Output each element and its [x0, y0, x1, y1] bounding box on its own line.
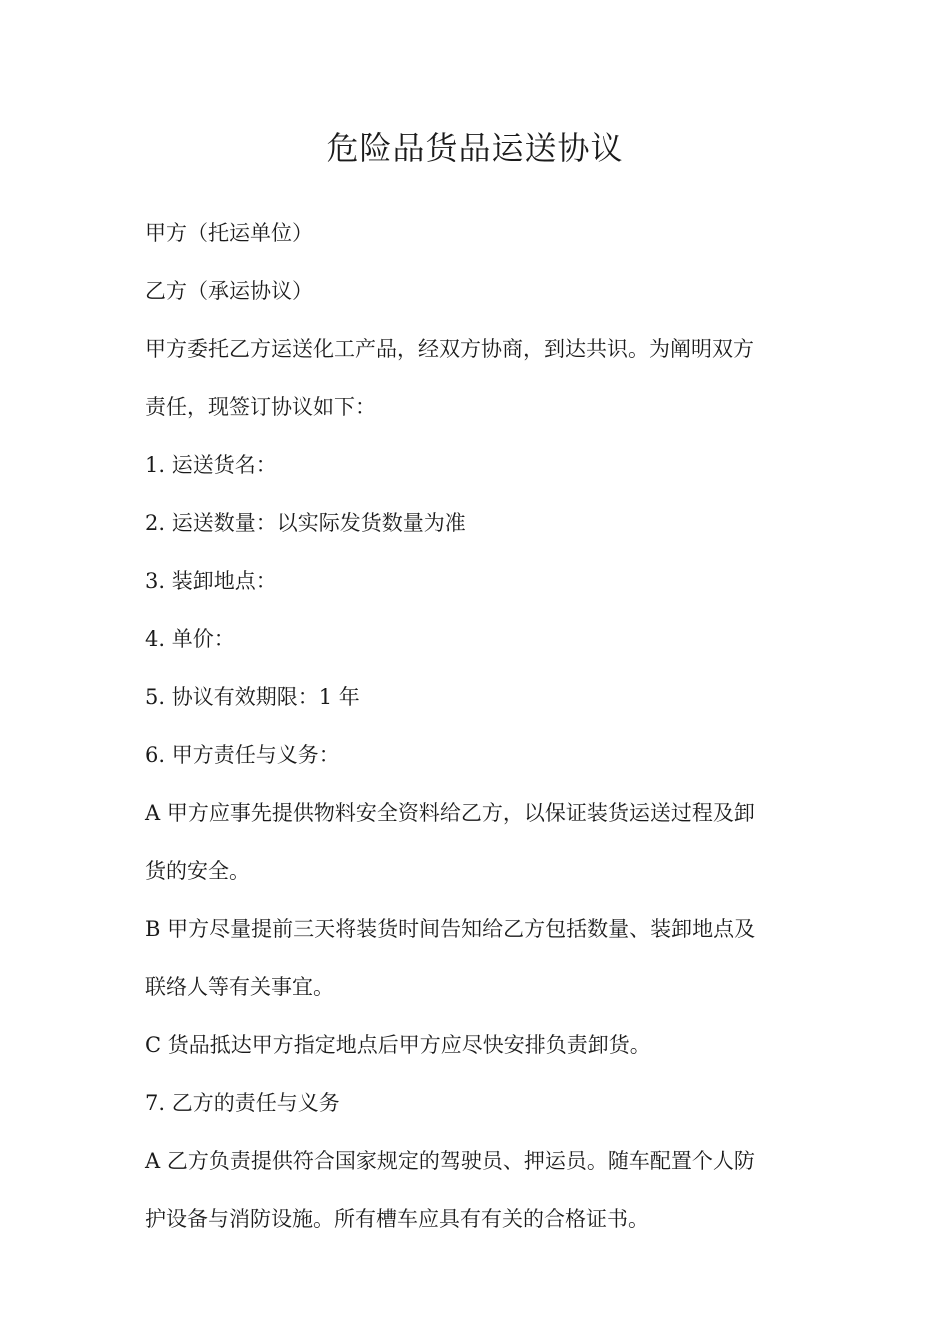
- clause-6-party-a-duties: 6. 甲方责任与义务：: [145, 743, 340, 767]
- clause-4-unit-price: 4. 单价：: [145, 627, 235, 651]
- clause-3-loading-location: 3. 装卸地点：: [145, 569, 277, 593]
- document-body: [145, 216, 810, 1260]
- party-b-line: 乙方（承运协议）: [145, 279, 313, 303]
- clause-7-party-b-duties: 7. 乙方的责任与义务: [145, 1091, 340, 1115]
- clause-2-quantity: 2. 运送数量：以实际发货数量为准: [145, 511, 466, 535]
- clause-1-goods-name: 1. 运送货名：: [145, 453, 277, 477]
- clause-6b-line-1: B 甲方尽量提前三天将装货时间告知给乙方包括数量、装卸地点及: [145, 917, 756, 941]
- intro-paragraph-line-2: 责任，现签订协议如下：: [145, 395, 376, 419]
- clause-6a-line-2: 货的安全。: [145, 859, 250, 883]
- party-a-line: 甲方（托运单位）: [145, 221, 313, 245]
- clause-6b-line-2: 联络人等有关事宜。: [145, 975, 334, 999]
- clause-7a-line-1: A 乙方负责提供符合国家规定的驾驶员、押运员。随车配置个人防: [145, 1149, 755, 1173]
- clause-5-validity-period: 5. 协议有效期限：1 年: [145, 685, 360, 709]
- intro-paragraph-line-1: 甲方委托乙方运送化工产品，经双方协商，到达共识。为阐明双方: [145, 337, 754, 361]
- document-title: 危险品货品运送协议: [326, 129, 624, 167]
- clause-6a-line-1: A 甲方应事先提供物料安全资料给乙方，以保证装货运送过程及卸: [145, 801, 755, 825]
- clause-6c: C 货品抵达甲方指定地点后甲方应尽快安排负责卸货。: [145, 1033, 651, 1057]
- clause-7a-line-2: 护设备与消防设施。所有槽车应具有有关的合格证书。: [145, 1207, 649, 1231]
